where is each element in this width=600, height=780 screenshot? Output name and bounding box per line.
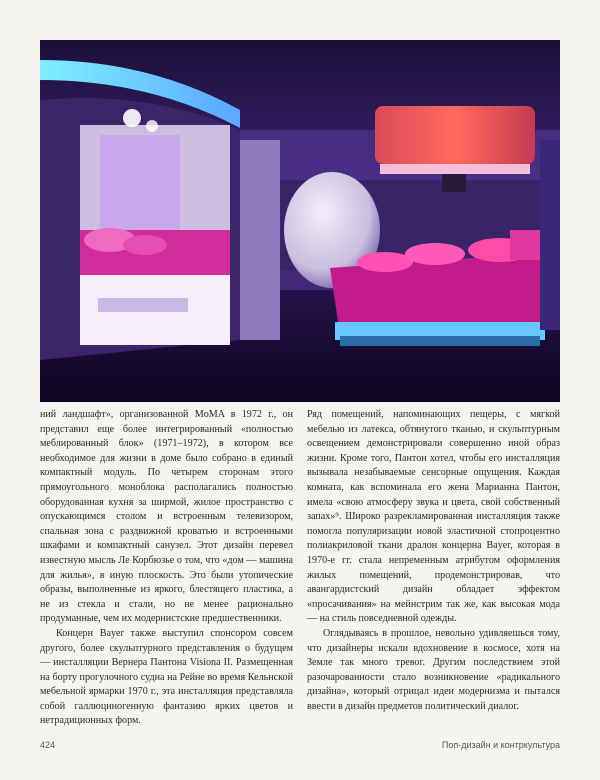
- paragraph: ний ландшафт», организованной MoMA в 1972 г., он представил еще более интегрированный «полностью меблированный блок» (1971–1972), в котором все необходимое для жизни в доме было собрано в единый компактный модуль. По четырем сторонам этого прямоугольного моноблока располагались полностью оборудованная кухня за ширмой, жилое пространство с опускающимся столом и встроенным телевизором, спальная зона с раздвижной кроватью и встроенными шкафами и компактный санузел. Этот дизайн перевел известную мысль Ле Корбюзье о том, что «дом — машина для жилья», в иную плоскость. Это были утопические образы, выполненные из яркого, блестящего пластика, а не из стекла и стали, но не менее рационально продуманные, чем их модернистские предшественники.: [40, 409, 293, 625]
- text-column-left: [40, 408, 293, 729]
- section-title: Поп-дизайн и контркультура: [441, 740, 560, 750]
- photo-illustration: [40, 40, 560, 402]
- page-number: 424: [40, 740, 56, 750]
- paragraph: Концерн Bayer также выступил спонсором совсем другого, более скульптурного представления о будущем — инсталляции Вернера Пантона Visiona II. Размещенная на борту прогулочного судна на Рейне во время Кельнской мебельной ярмарки 1970 г., эта инсталляция представляла собой галлюциногенную фантазию ярких цветов и нетрадиционных форм.: [40, 627, 293, 727]
- paragraph: Оглядываясь в прошлое, невольно удивляешься тому, что дизайнеры искали вдохновение в космосе, хотя на Земле так много тревог. Другим последствием этой разочарованности стало возникновение «радикального дизайна», который отрицал идеи модернизма и пытался ввести в дизайн предметов политический диалог.: [307, 627, 560, 712]
- paragraph: Ряд помещений, напоминающих пещеры, с мягкой мебелью из латекса, обтянутого тканью, и скульптурным освещением демонстрировали совершенно иной образ жизни. Кроме того, Пантон хотел, чтобы его инсталляция вызывала незабываемые сенсорные ощущения. Каждая комната, как вспоминала его жена Марианна Пантон, имела «свою атмосферу звука и цвета, свой собственный запах»⁹. Широко разрекламированная инсталляция также помогла популяризации новой эластичной стопроцентно полиакриловой ткани дралон концерна Bayer, которая в 1970-е гг. стала непременным атрибутом оформления жилых помещений, продемонстрировав, что авангардистский дизайн обладает эффектом «просачивания» на мейнстрим так же, как высокая мода — на стиль повседневной одежды.: [307, 409, 560, 625]
- text-column-right: [307, 408, 560, 714]
- page-footer: [40, 740, 560, 754]
- interior-photo: [40, 40, 560, 402]
